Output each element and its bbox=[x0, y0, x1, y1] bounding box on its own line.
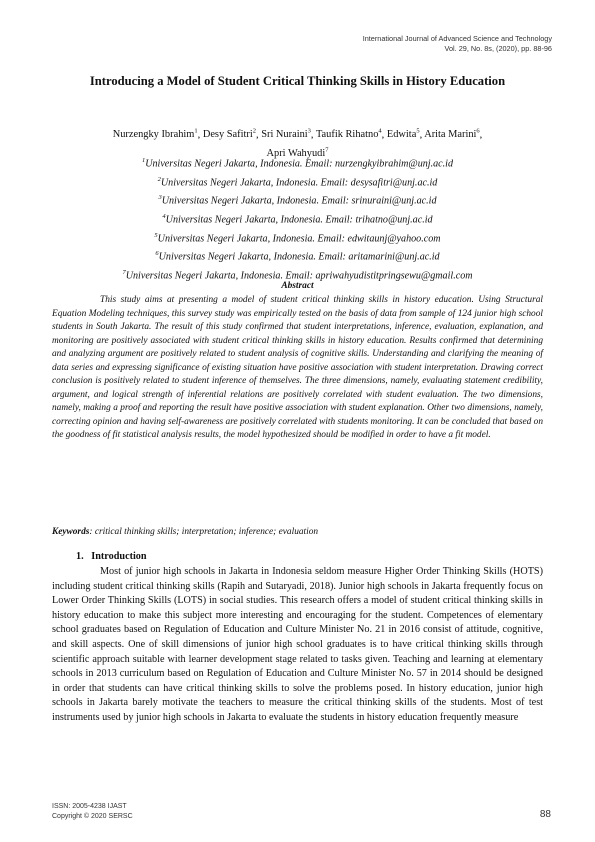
abstract-heading: Abstract bbox=[281, 281, 314, 291]
affiliation: $^5$Universitas Negeri Jakarta, Indonesia. Email: edwitaunj@yahoo.com bbox=[154, 231, 441, 244]
author: Edwita$^5$ bbox=[386, 128, 420, 141]
author: Nurzengky Ibrahim$^1$ bbox=[112, 128, 198, 141]
author: Desy Safitri$^2$ bbox=[202, 128, 256, 141]
affiliation: $^7$Universitas Negeri Jakarta, Indonesia. Email: apriwahyudistitpringsewu@gmail.com bbox=[122, 268, 473, 282]
copyright: Copyright © 2020 SERSC bbox=[52, 813, 133, 820]
author: Sri Nuraini$^3$ bbox=[261, 128, 311, 141]
journal-header bbox=[363, 34, 552, 54]
journal-volume: Vol. 29, No. 8s, (2020), pp. 88-96 bbox=[444, 44, 552, 53]
abstract-text: This study aims at presenting a model of student critical thinking skills in history education. Using Structural Equation Modeling techniques, this survey study was empirically tested on the basis of data from sample of 124 junior high school students in South Jakarta. The result of this study confirmed that student interpretations, inference, evaluation, explanation, and monitoring are positively associated with student critical thinking skills in history education. Results confirmed that determining and analyzing argument are positively related to student analysis of cognitive skills. Understanding and clarifying the meaning of data series and expressing significance of existing situation have positive association with student interpretation. Drawing correct conclusion is positively related to student inference of themselves. The three dimensions, namely, evaluating statement credibility, argument, and logical strength of inferential relations are positively correlated with student evaluation. The two dimensions, namely, making a proof and reporting the result have positive association with student explanation. Other two dimensions, namely, correcting opinion and having self-awareness are positively correlated with students monitoring. It can be concluded that based on the goodness of fit statistical analysis results, the model hypothesized should be modified in order to have a fit model. bbox=[52, 295, 543, 441]
author: Taufik Rihatno$^4$ bbox=[315, 128, 382, 141]
affiliation: $^6$Universitas Negeri Jakarta, Indonesia. Email: aritamarini@unj.ac.id bbox=[155, 250, 440, 263]
journal-name: International Journal of Advanced Science and Technology bbox=[362, 34, 552, 43]
keywords-label: Keywords bbox=[52, 527, 90, 537]
section-heading: 1. Introduction bbox=[76, 551, 147, 562]
footer-info bbox=[52, 802, 133, 822]
author: Apri Wahyudi$^7$ bbox=[266, 146, 329, 159]
affiliation-list bbox=[40, 153, 555, 284]
paper-title: Introducing a Model of Student Critical Thinking Skills in History Education bbox=[89, 74, 506, 88]
author-list: Nurzengky Ibrahim$^1$, Desy Safitri$^2$, Sri Nuraini$^3$, Taufik Rihatno$^4$, Edwita$^5$, Arita Marini$^6$, Apri Wahyudi$^7$ bbox=[112, 128, 483, 159]
keywords-line bbox=[52, 527, 543, 537]
keywords-text: : critical thinking skills; interpretation; inference; evaluation bbox=[89, 527, 319, 537]
introduction-text: Most of junior high schools in Jakarta in Indonesia seldom measure Higher Order Thinking Skills (HOTS) including student critical thinking skills (Rapih and Sutaryadi, 2018). Junior high schools in Jakarta frequently focus on Lower Order Thinking Skills (LOTS) in social studies. This research offers a model of student critical thinking skills in history education to make this subject more interesting and encouraging for the student. Competences of elementary school graduates based on Regulation of Education and Culture Minister No. 21 in 2016 consist of attitude, cognitive, and skill aspects. One of skill dimensions of junior high school graduates is to have critical thinking skills through scientific approach suitable with learner development stage related to tasks given. Teaching and learning at elementary schools in 2013 curriculum based on Regulation of Education and Culture Minister No. 57 in 2014 should be designed in order that students can have critical thinking skills to solve the problems posed. In history education, junior high schools in Jakarta barely motivate the teachers to measure the critical thinking skills of the students. Most of test instruments used by junior high schools in Jakarta to evaluate the students in history education frequently measure bbox=[52, 566, 543, 723]
affiliation: $^2$Universitas Negeri Jakarta, Indonesia. Email: desysafitri@unj.ac.id bbox=[157, 175, 438, 189]
affiliation: $^3$Universitas Negeri Jakarta, Indonesia. Email: srinuraini@unj.ac.id bbox=[158, 194, 437, 207]
issn: ISSN: 2005-4238 IJAST bbox=[52, 803, 127, 810]
author: Arita Marini$^6$ bbox=[424, 128, 480, 141]
affiliation: $^4$Universitas Negeri Jakarta, Indonesia. Email: trihatno@unj.ac.id bbox=[162, 212, 433, 226]
page-number: 88 bbox=[539, 809, 551, 820]
affiliation: $^1$Universitas Negeri Jakarta, Indonesia. Email: nurzengkyibrahim@unj.ac.id bbox=[141, 157, 454, 170]
